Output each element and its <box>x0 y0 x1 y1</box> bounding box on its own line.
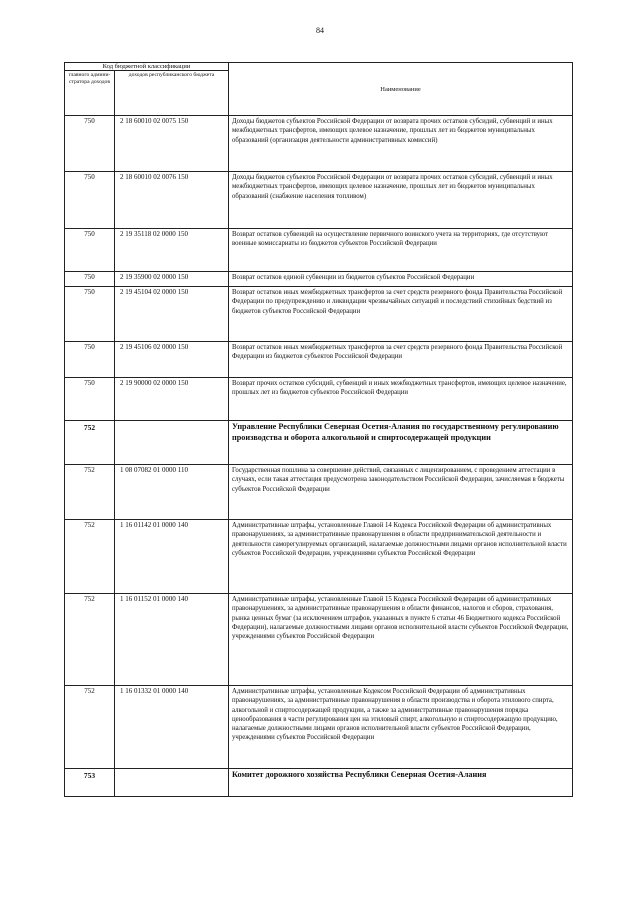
name-cell: Возврат остатков иных межбюджетных трансфертов за счет средств резервного фонда Правительства Российской Федерации из бюджетов субъектов Российской Федерации <box>229 342 573 378</box>
admin-code-cell: 752 <box>65 686 115 769</box>
revenue-code-cell: 2 18 60010 02 0075 150 <box>115 116 229 172</box>
header-admin-cell: главного админи-стратора доходов <box>65 71 115 116</box>
revenue-code-cell: 2 19 45106 02 0000 150 <box>115 342 229 378</box>
revenue-code-cell: 2 19 35900 02 0000 150 <box>115 272 229 287</box>
admin-code-cell: 752 <box>65 594 115 686</box>
revenue-code-cell: 1 16 01142 01 0000 140 <box>115 520 229 594</box>
admin-code-cell: 750 <box>65 116 115 172</box>
table-row <box>65 421 573 465</box>
name-cell: Возврат остатков субвенций на осуществление первичного воинского учета на территориях, где отсутствуют военные комиссариаты из бюджетов субъектов Российской Федерации <box>229 229 573 272</box>
table-row <box>65 342 573 378</box>
revenue-code-cell: 2 19 35118 02 0000 150 <box>115 229 229 272</box>
table-row <box>65 378 573 421</box>
admin-code-cell: 750 <box>65 272 115 287</box>
admin-code-cell: 750 <box>65 378 115 421</box>
table-row <box>65 116 573 172</box>
header-group-cell: Код бюджетной классификации <box>65 63 229 71</box>
revenue-code-cell <box>115 769 229 797</box>
admin-code-cell: 752 <box>65 465 115 520</box>
table-header <box>65 63 573 116</box>
page-number: 84 <box>316 26 324 35</box>
table-row <box>65 272 573 287</box>
name-cell: Возврат прочих остатков субсидий, субвенций и иных межбюджетных трансфертов, имеющих целевое назначение, прошлых лет из бюджетов субъектов Российской Федерации <box>229 378 573 421</box>
name-cell: Государственная пошлина за совершение действий, связанных с лицензированием, с проведением аттестации в случаях, если такая аттестация предусмотрена законодательством Российской Федерации, зачисляемая в бюджеты субъектов Российской Федерации <box>229 465 573 520</box>
revenue-code-cell: 2 19 45104 02 0000 150 <box>115 287 229 342</box>
table-row <box>65 520 573 594</box>
table-row <box>65 465 573 520</box>
table-row <box>65 686 573 769</box>
admin-code-cell: 753 <box>65 769 115 797</box>
revenue-code-cell: 1 08 07082 01 0000 110 <box>115 465 229 520</box>
admin-code-cell: 750 <box>65 342 115 378</box>
table-row <box>65 769 573 797</box>
budget-classification-table <box>64 62 573 797</box>
revenue-code-cell <box>115 421 229 465</box>
revenue-code-cell: 2 19 90000 02 0000 150 <box>115 378 229 421</box>
name-cell: Возврат остатков единой субвенции из бюджетов субъектов Российской Федерации <box>229 272 573 287</box>
name-cell: Административные штрафы, установленные Кодексом Российской Федерации об административных правонарушениях, за административные правонарушения в области производства и оборота этилового спирта, алкогольной и спиртосодержащей продукции, а также за административные правонарушения порядка ценообразования в части регулирования цен на этиловый спирт, алкогольную и спиртосодержащую продукцию, налагаемые должностными лицами органов исполнительной власти субъектов Российской Федерации, учреждениями субъектов Российской Федерации <box>229 686 573 769</box>
name-cell: Доходы бюджетов субъектов Российской Федерации от возврата прочих остатков субсидий, субвенций и иных межбюджетных трансфертов, имеющих целевое назначение, прошлых лет из бюджетов муниципальных образований (организация деятельности административных комиссий) <box>229 116 573 172</box>
revenue-code-cell: 1 16 01152 01 0000 140 <box>115 594 229 686</box>
admin-code-cell: 752 <box>65 421 115 465</box>
name-cell: Управление Республики Северная Осетия-Алания по государственному регулированию производства и оборота алкогольной и спиртосодержащей продукции <box>229 421 573 465</box>
header-name-cell: Наименование <box>229 63 573 116</box>
name-cell: Возврат остатков иных межбюджетных трансфертов за счет средств резервного фонда Правительства Российской Федерации по предупреждению и ликвидации чрезвычайных ситуаций и последствий стихийных бедствий из бюджетов субъектов Российской Федерации <box>229 287 573 342</box>
header-code-cell: доходов республиканского бюджета <box>115 71 229 116</box>
table-row <box>65 229 573 272</box>
admin-code-cell: 752 <box>65 520 115 594</box>
name-cell: Доходы бюджетов субъектов Российской Федерации от возврата прочих остатков субсидий, субвенций и иных межбюджетных трансфертов, имеющих целевое назначение, прошлых лет из бюджетов муниципальных образований (снабжение населения топливом) <box>229 172 573 229</box>
revenue-code-cell: 1 16 01332 01 0000 140 <box>115 686 229 769</box>
name-cell: Административные штрафы, установленные Главой 15 Кодекса Российской Федерации об административных правонарушениях, за административные правонарушения в области финансов, налогов и сборов, страхования, рынка ценных бумаг (за исключением штрафов, указанных в пункте 6 статьи 46 Бюджетного кодекса Российской Федерации), налагаемые должностными лицами органов исполнительной власти субъектов Российской Федерации, учреждениями субъектов Российской Федерации <box>229 594 573 686</box>
admin-code-cell: 750 <box>65 229 115 272</box>
admin-code-cell: 750 <box>65 172 115 229</box>
table-row <box>65 594 573 686</box>
admin-code-cell: 750 <box>65 287 115 342</box>
name-cell: Комитет дорожного хозяйства Республики Северная Осетия-Алания <box>229 769 573 797</box>
table-body <box>65 116 573 797</box>
table-row <box>65 172 573 229</box>
name-cell: Административные штрафы, установленные Главой 14 Кодекса Российской Федерации об административных правонарушениях, за административные правонарушения в области предпринимательской деятельности и деятельности саморегулируемых организаций, налагаемые должностными лицами органов исполнительной власти субъектов Российской Федерации, учреждениями субъектов Российской Федерации <box>229 520 573 594</box>
table-row <box>65 287 573 342</box>
revenue-code-cell: 2 18 60010 02 0076 150 <box>115 172 229 229</box>
